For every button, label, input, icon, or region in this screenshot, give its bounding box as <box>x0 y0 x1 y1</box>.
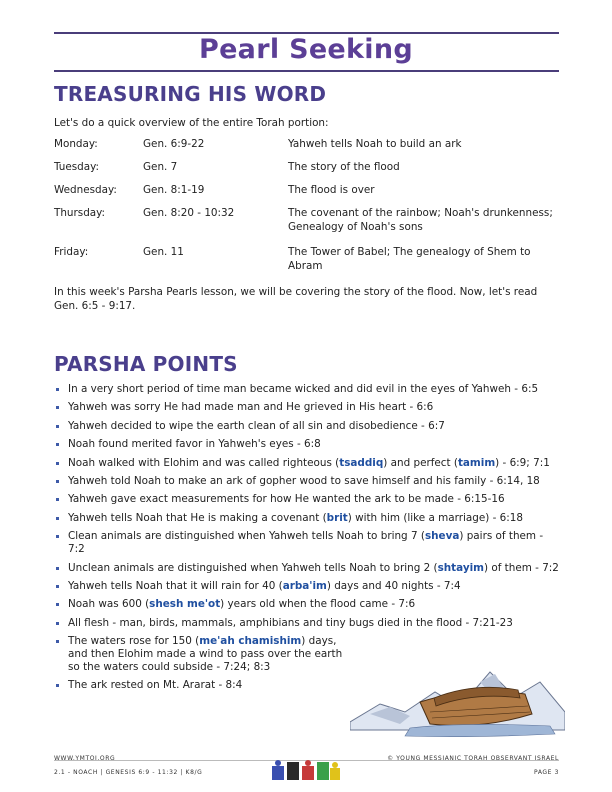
point-text: All flesh - man, birds, mammals, amphibians and tiny bugs died in the flood - 7:21-23 <box>68 616 513 629</box>
point-text: The ark rested on Mt. Ararat - 8:4 <box>68 679 243 692</box>
point-text: ) pairs of them - 7:2 <box>68 530 544 556</box>
schedule-day: Tuesday: <box>54 161 100 173</box>
point-text: Yahweh decided to wipe the earth clean of all sin and disobedience - 6:7 <box>68 419 445 432</box>
point-text: ) days, and then Elohim made a wind to pass over the earth so the waters could subside - 7:24; 8:3 <box>68 635 343 674</box>
hebrew-term: tsaddiq <box>339 456 384 469</box>
list-item <box>54 580 559 593</box>
footer-lesson: 2.1 - NOACH | GENESIS 6:9 - 11:32 | K8/G <box>54 769 203 776</box>
schedule-desc: The Tower of Babel; The genealogy of Shem to Abram <box>288 246 531 272</box>
point-text: ) and perfect ( <box>383 456 458 469</box>
point-text: Yahweh tells Noah that He is making a covenant ( <box>68 511 327 524</box>
list-item <box>54 598 559 611</box>
schedule-desc: The covenant of the rainbow; Noah's drunkenness; Genealogy of Noah's sons <box>288 207 553 233</box>
list-item <box>54 530 559 556</box>
section-heading-treasuring: TREASURING HIS WORD <box>54 82 327 106</box>
schedule-ref: Gen. 6:9-22 <box>143 138 205 150</box>
point-text: Noah was 600 ( <box>68 598 150 611</box>
point-text: ) days and 40 nights - 7:4 <box>326 579 461 592</box>
schedule-ref: Gen. 8:20 - 10:32 <box>143 207 235 219</box>
schedule-day: Friday: <box>54 246 89 258</box>
title-rule-bottom <box>54 70 559 72</box>
schedule-ref: Gen. 11 <box>143 246 184 258</box>
point-text: ) years old when the flood came - 7:6 <box>220 598 416 611</box>
footer-site: WWW.YMTOI.ORG <box>54 755 116 762</box>
intro-text: Let's do a quick overview of the entire Torah portion: <box>54 117 329 129</box>
section-heading-parsha-points: PARSHA POINTS <box>54 352 238 376</box>
hebrew-term: shesh me'ot <box>149 598 221 611</box>
hebrew-term: arba'im <box>282 579 327 592</box>
parsha-points-list <box>54 383 559 698</box>
schedule-row <box>54 160 559 183</box>
point-text: ) - 6:9; 7:1 <box>495 456 550 469</box>
schedule-ref: Gen. 7 <box>143 161 178 173</box>
list-item <box>54 475 559 488</box>
point-text: Noah found merited favor in Yahweh's eyes - 6:8 <box>68 438 321 451</box>
schedule-day: Wednesday: <box>54 184 117 196</box>
list-item <box>54 635 344 674</box>
list-item <box>54 617 559 630</box>
point-text: Yahweh told Noah to make an ark of gopher wood to save himself and his family - 6:14, 18 <box>68 474 540 487</box>
schedule-day: Thursday: <box>54 207 106 219</box>
list-item <box>54 512 559 525</box>
noahs-ark-illustration <box>350 652 565 740</box>
list-item <box>54 562 559 575</box>
hebrew-term: shtayim <box>437 561 484 574</box>
point-text: ) of them - 7:2 <box>483 561 559 574</box>
point-text: Unclean animals are distinguished when Yahweh tells Noah to bring 2 ( <box>68 561 438 574</box>
schedule-desc: Yahweh tells Noah to build an ark <box>288 138 462 150</box>
list-item <box>54 438 559 451</box>
point-text: Noah walked with Elohim and was called righteous ( <box>68 456 340 469</box>
outro-text: In this week's Parsha Pearls lesson, we will be covering the story of the flood. Now, let's read Gen. 6:5 - 9:17. <box>54 286 538 312</box>
footer-copyright: © YOUNG MESSIANIC TORAH OBSERVANT ISRAEL <box>387 755 559 762</box>
schedule-row <box>54 245 559 279</box>
point-text: The waters rose for 150 ( <box>68 635 200 648</box>
list-item <box>54 420 559 433</box>
schedule-day: Monday: <box>54 138 98 150</box>
schedule-row <box>54 206 559 245</box>
point-text: Clean animals are distinguished when Yahweh tells Noah to bring 7 ( <box>68 530 425 543</box>
schedule-table <box>54 137 559 279</box>
schedule-row <box>54 137 559 160</box>
hebrew-term: brit <box>326 511 348 524</box>
hebrew-term: me'ah chamishim <box>199 635 302 648</box>
list-item <box>54 401 559 414</box>
point-text: ) with him (like a marriage) - 6:18 <box>347 511 524 524</box>
schedule-ref: Gen. 8:1-19 <box>143 184 205 196</box>
schedule-desc: The flood is over <box>288 184 375 196</box>
footer-page-number: PAGE 3 <box>534 769 559 776</box>
list-item <box>54 493 559 506</box>
schedule-row <box>54 183 559 206</box>
point-text: Yahweh gave exact measurements for how He wanted the ark to be made - 6:15-16 <box>68 493 505 506</box>
point-text: Yahweh tells Noah that it will rain for 40 ( <box>68 579 283 592</box>
page-title: Pearl Seeking <box>198 34 414 65</box>
hebrew-term: tamim <box>457 456 496 469</box>
schedule-desc: The story of the flood <box>288 161 400 173</box>
point-text: In a very short period of time man became wicked and did evil in the eyes of Yahweh - 6:5 <box>68 383 539 395</box>
ymtoi-logo-icon <box>270 758 342 782</box>
list-item <box>54 457 559 470</box>
point-text: Yahweh was sorry He had made man and He grieved in His heart - 6:6 <box>68 401 434 414</box>
hebrew-term: sheva <box>424 530 460 543</box>
list-item <box>54 383 559 396</box>
